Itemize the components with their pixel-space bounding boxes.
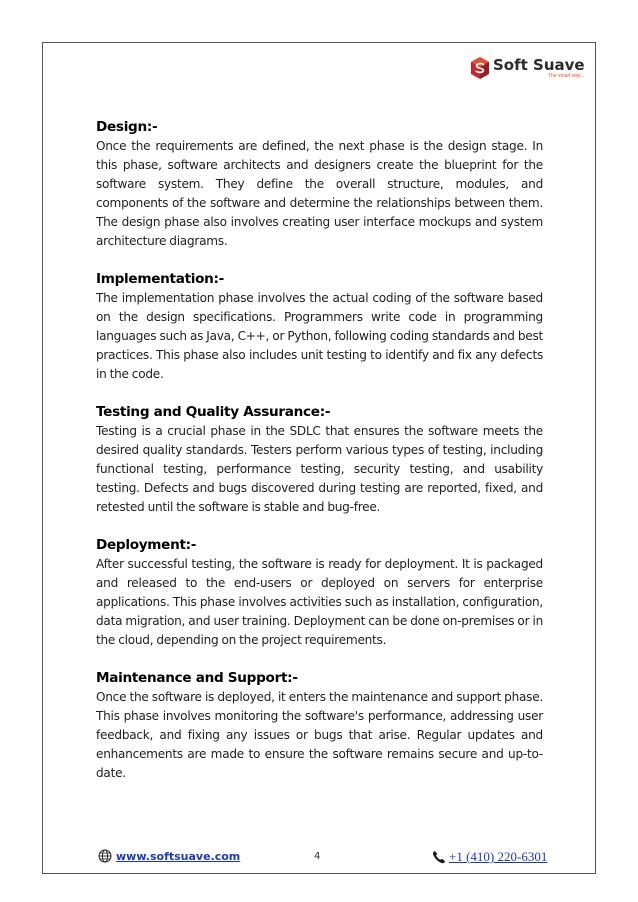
page-footer — [0, 849, 638, 869]
page-number: 4 — [314, 851, 321, 862]
phone-icon — [432, 850, 446, 864]
logo-name: Soft Suave — [493, 56, 585, 74]
footer-phone — [432, 849, 547, 865]
globe-icon — [98, 849, 112, 863]
section-paragraph: Once the software is deployed, it enters the maintenance and support phase. This phase involves monitoring the software's performance, addressing user feedback, and fixing any issues or bugs that arise. Regular updates and enhancements are made to ensure the software remains secure and up-to-date. — [96, 690, 543, 780]
soft-suave-logo-icon — [470, 56, 490, 80]
section-testing — [96, 403, 543, 517]
section-paragraph: Testing is a crucial phase in the SDLC that ensures the software meets the desired quality standards. Testers perform various types of testing, including functional testing, performance testing, security testing, and usability testing. Defects and bugs discovered during testing are reported, fixed, and retested until the software is stable and bug-free. — [96, 424, 543, 514]
phone-link[interactable]: +1 (410) 220-6301 — [449, 849, 548, 864]
section-paragraph: Once the requirements are defined, the next phase is the design stage. In this phase, software architects and designers create the blueprint for the software system. They define the overall structure, modules, and components of the software and determine the relationships between them. The design phase also involves creating user interface mockups and system architecture diagrams. — [96, 139, 543, 248]
website-link[interactable]: www.softsuave.com — [116, 849, 241, 863]
section-paragraph: After successful testing, the software is ready for deployment. It is packaged and released to the end-users or deployed on servers for enterprise applications. This phase involves activities such as installation, configuration, data migration, and user training. Deployment can be done on-premises or in the cloud, depending on the project requirements. — [96, 557, 543, 647]
section-maintenance — [96, 669, 543, 783]
section-heading: Testing and Quality Assurance:- — [96, 404, 331, 420]
section-design — [96, 118, 543, 251]
section-heading: Implementation:- — [96, 271, 225, 287]
section-implementation — [96, 270, 543, 384]
section-heading: Design:- — [96, 119, 158, 135]
section-heading: Deployment:- — [96, 537, 197, 553]
company-logo — [470, 56, 585, 82]
section-paragraph: The implementation phase involves the actual coding of the software based on the design specifications. Programmers write code in programming languages such as Java, C++, or Python, following coding standards and best practices. This phase also includes unit testing to identify and fix any defects in the code. — [96, 291, 543, 381]
footer-website — [98, 849, 240, 863]
section-heading: Maintenance and Support:- — [96, 670, 298, 686]
document-body — [96, 118, 543, 802]
logo-tagline: The smart way... — [548, 73, 585, 79]
section-deployment — [96, 536, 543, 650]
